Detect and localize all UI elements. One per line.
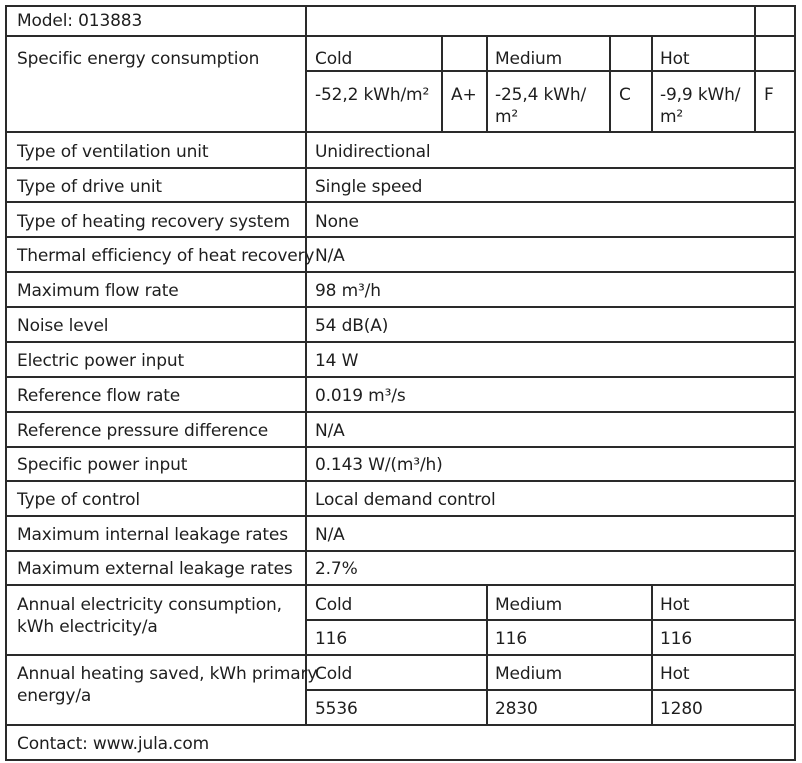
row-label: Type of drive unit <box>17 177 162 197</box>
row-label: Type of heating recovery system <box>17 212 290 232</box>
rule-after-row-4 <box>7 271 794 273</box>
sec-hot-value: -9,9 kWh/ <box>660 85 741 105</box>
row-value: Unidirectional <box>315 142 431 162</box>
rule-after-row-1 <box>7 167 794 169</box>
electricity-medium-value: 116 <box>495 629 527 649</box>
sec-hot-value-unit: m² <box>660 107 684 127</box>
rule-sec-hot <box>651 35 653 132</box>
rule-after-row-3 <box>7 236 794 238</box>
heating-hot-value: 1280 <box>660 699 703 719</box>
rule-after-row-7 <box>7 376 794 378</box>
rule-after-row-8 <box>7 411 794 413</box>
sec-cold-header: Cold <box>315 49 353 69</box>
rule-sec-medium <box>486 35 488 132</box>
rule-after-row-12 <box>7 550 794 552</box>
rule-after-row-2 <box>7 201 794 203</box>
rule-after-row-9 <box>7 446 794 448</box>
rule-electricity-medium <box>486 584 488 655</box>
sec-medium-value-unit: m² <box>495 107 519 127</box>
row-value: N/A <box>315 525 345 545</box>
rule-after-sec <box>7 131 794 133</box>
rule-after-row-6 <box>7 341 794 343</box>
heating-cold-header: Cold <box>315 664 353 684</box>
row-value: None <box>315 212 359 232</box>
row-label: Specific power input <box>17 455 188 475</box>
heating-cold-value: 5536 <box>315 699 358 719</box>
rule-after-electricity <box>7 654 794 656</box>
row-value: 98 m³/h <box>315 281 381 301</box>
rule-after-row-10 <box>7 480 794 482</box>
heating-label: Annual heating saved, kWh primary <box>17 664 318 684</box>
row-label: Maximum external leakage rates <box>17 559 293 579</box>
electricity-label: Annual electricity consumption, <box>17 595 282 615</box>
sec-medium-value: -25,4 kWh/ <box>495 85 587 105</box>
energy-data-table <box>5 5 796 761</box>
contact-info: Contact: www.jula.com <box>17 734 210 754</box>
sec-cold-grade: A+ <box>451 85 477 105</box>
heating-label-unit: energy/a <box>17 686 92 706</box>
rule-heating-medium <box>486 654 488 725</box>
rule-after-row-11 <box>7 515 794 517</box>
sec-label: Specific energy consumption <box>17 49 260 69</box>
electricity-medium-header: Medium <box>495 595 563 615</box>
rule-model-right <box>754 7 756 36</box>
sec-medium-header: Medium <box>495 49 563 69</box>
sec-cold-value: -52,2 kWh/m² <box>315 85 430 105</box>
rule-sec-cold-grade <box>441 35 443 132</box>
electricity-hot-header: Hot <box>660 595 690 615</box>
row-label: Maximum flow rate <box>17 281 179 301</box>
rule-electricity-inner <box>306 619 794 621</box>
electricity-cold-header: Cold <box>315 595 353 615</box>
rule-after-row-5 <box>7 306 794 308</box>
electricity-hot-value: 116 <box>660 629 692 649</box>
rule-sec-hot-grade <box>754 35 756 132</box>
row-label: Thermal efficiency of heat recovery <box>17 246 315 266</box>
row-label: Type of ventilation unit <box>17 142 209 162</box>
sec-hot-grade: F <box>764 85 774 105</box>
row-label: Type of control <box>17 490 140 510</box>
row-value: Single speed <box>315 177 423 197</box>
rule-sec-medium-grade <box>609 35 611 132</box>
rule-after-model <box>7 35 794 37</box>
rule-heating-inner <box>306 689 794 691</box>
sec-medium-grade: C <box>619 85 631 105</box>
rule-electricity-hot <box>651 584 653 655</box>
row-value: 54 dB(A) <box>315 316 389 336</box>
row-label: Maximum internal leakage rates <box>17 525 288 545</box>
rule-label-column <box>305 7 307 725</box>
rule-after-heating <box>7 724 794 726</box>
row-value: Local demand control <box>315 490 496 510</box>
heating-hot-header: Hot <box>660 664 690 684</box>
row-value: N/A <box>315 421 345 441</box>
rule-heating-hot <box>651 654 653 725</box>
row-value: 14 W <box>315 351 359 371</box>
heating-medium-header: Medium <box>495 664 563 684</box>
row-value: N/A <box>315 246 345 266</box>
model-number: Model: 013883 <box>17 11 143 31</box>
row-label: Electric power input <box>17 351 185 371</box>
row-label: Reference flow rate <box>17 386 181 406</box>
electricity-cold-value: 116 <box>315 629 347 649</box>
heating-medium-value: 2830 <box>495 699 538 719</box>
row-label: Noise level <box>17 316 109 336</box>
sec-hot-header: Hot <box>660 49 690 69</box>
electricity-label-unit: kWh electricity/a <box>17 617 158 637</box>
row-value: 2.7% <box>315 559 358 579</box>
rule-after-row-13 <box>7 584 794 586</box>
row-label: Reference pressure difference <box>17 421 269 441</box>
row-value: 0.019 m³/s <box>315 386 406 406</box>
row-value: 0.143 W/(m³/h) <box>315 455 443 475</box>
